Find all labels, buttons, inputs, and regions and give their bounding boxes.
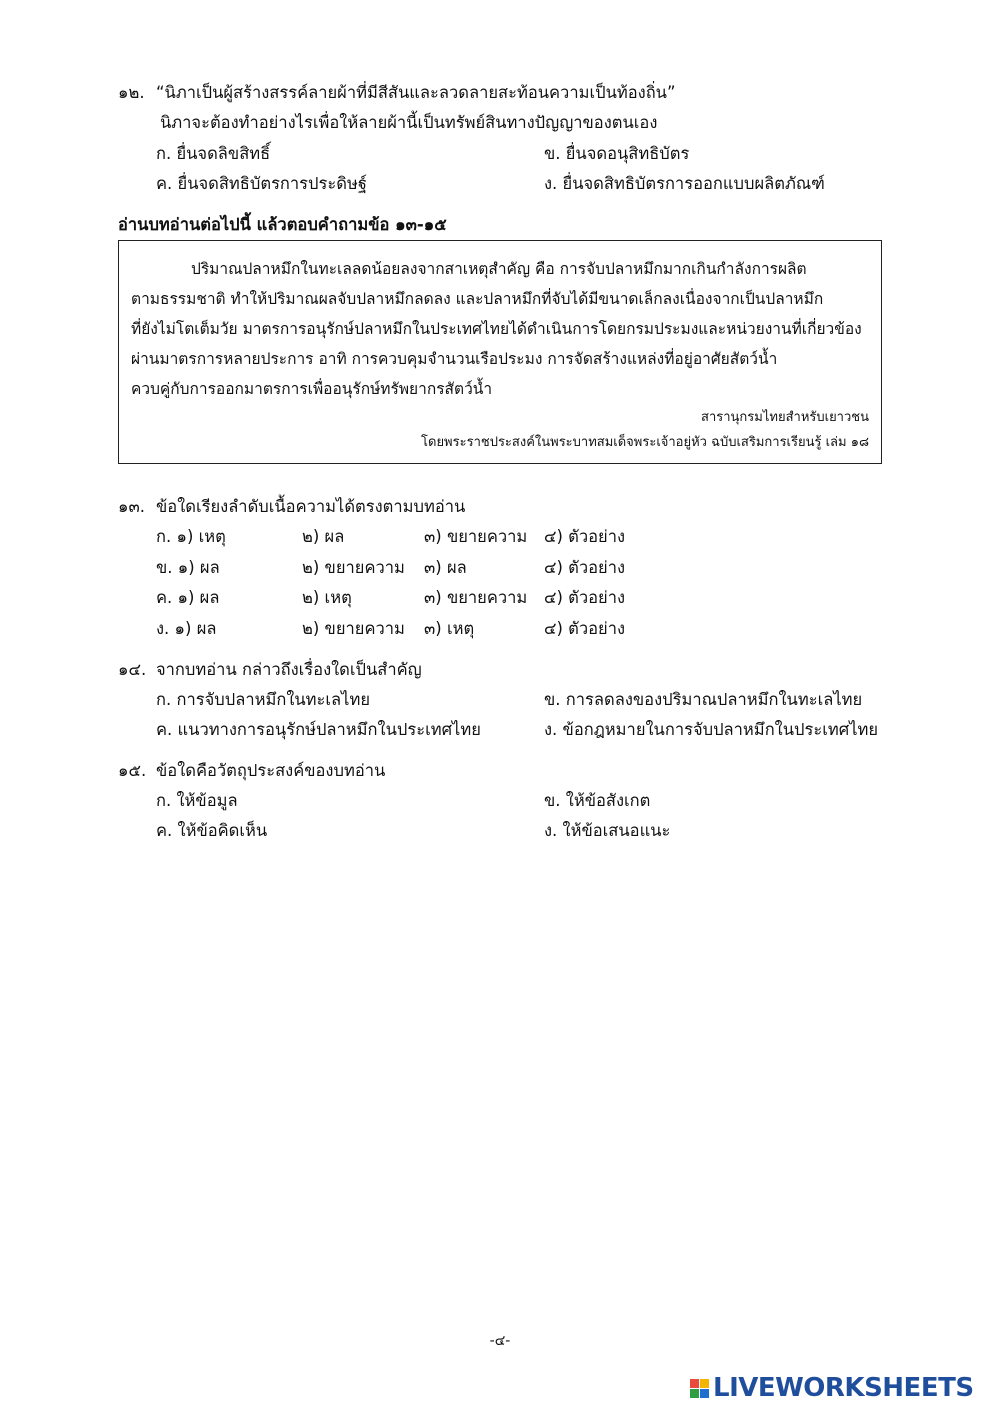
passage-source-line2: โดยพระราชประสงค์ในพระบาทสมเด็จพระเจ้าอยู่หัว ฉบับเสริมการเรียนรู้ เล่ม ๑๘ <box>421 435 869 450</box>
q13-stem: ข้อใดเรียงลำดับเนื้อความได้ตรงตามบทอ่าน <box>156 497 466 516</box>
q15-number: ๑๕. <box>118 761 147 780</box>
passage-box <box>118 240 882 464</box>
q13-row-a-col4: ๔) ตัวอย่าง <box>544 527 626 546</box>
q13-row-a-col3: ๓) ขยายความ <box>424 527 528 546</box>
q14-stem: จากบทอ่าน กล่าวถึงเรื่องใดเป็นสำคัญ <box>156 660 422 679</box>
q13-row-b-col2: ๒) ขยายความ <box>302 558 405 577</box>
q13-row-c-col4: ๔) ตัวอย่าง <box>544 588 626 607</box>
q13-row-d-col3: ๓) เหตุ <box>424 619 475 638</box>
passage-line-3: ที่ยังไม่โตเต็มวัย มาตรการอนุรักษ์ปลาหมึกในประเทศไทยได้ดำเนินการโดยกรมประมงและหน่วยงานที่เกี่ยวข้อง <box>131 320 862 338</box>
q14-option-a[interactable]: ก. การจับปลาหมึกในทะเลไทย <box>156 690 371 709</box>
q14-number: ๑๔. <box>118 660 147 679</box>
passage-instruction: อ่านบทอ่านต่อไปนี้ แล้วตอบคำถามข้อ ๑๓-๑๕ <box>118 215 447 234</box>
page-number: -๔- <box>489 1333 511 1349</box>
q12-option-d[interactable]: ง. ยื่นจดสิทธิบัตรการออกแบบผลิตภัณฑ์ <box>544 174 825 193</box>
q15-option-c[interactable]: ค. ให้ข้อคิดเห็น <box>156 821 268 840</box>
passage-line-4: ผ่านมาตรการหลายประการ อาทิ การควบคุมจำนวนเรือประมง การจัดสร้างแหล่งที่อยู่อาศัยสัตว์น้ำ <box>131 350 778 368</box>
q13-row-d-col4: ๔) ตัวอย่าง <box>544 619 626 638</box>
q14-option-d[interactable]: ง. ข้อกฎหมายในการจับปลาหมึกในประเทศไทย <box>544 720 879 739</box>
q15-stem: ข้อใดคือวัตถุประสงค์ของบทอ่าน <box>156 761 386 780</box>
q13-row-b-col3: ๓) ผล <box>424 558 467 577</box>
q12-number: ๑๒. <box>118 83 145 102</box>
logo-square-yellow <box>700 1379 709 1388</box>
q13-row-a-col1: ก. ๑) เหตุ <box>156 527 226 546</box>
q13-row-b-col1: ข. ๑) ผล <box>156 558 220 577</box>
q12-stem-line1: “นิภาเป็นผู้สร้างสรรค์ลายผ้าที่มีสีสันและลวดลายสะท้อนความเป็นท้องถิ่น” <box>156 83 676 102</box>
q13-row-c-col1: ค. ๑) ผล <box>156 588 220 607</box>
liveworksheets-logo <box>690 1372 974 1404</box>
logo-mark-icon <box>690 1379 709 1398</box>
q15-option-b[interactable]: ข. ให้ข้อสังเกต <box>544 791 651 810</box>
q14-option-c[interactable]: ค. แนวทางการอนุรักษ์ปลาหมึกในประเทศไทย <box>156 720 481 739</box>
q13-row-d-col1: ง. ๑) ผล <box>156 619 217 638</box>
passage-line-1: ปริมาณปลาหมึกในทะเลลดน้อยลงจากสาเหตุสำคัญ คือ การจับปลาหมึกมากเกินกำลังการผลิต <box>191 260 807 278</box>
logo-text: LIVEWORKSHEETS <box>713 1373 974 1403</box>
q13-row-c-col3: ๓) ขยายความ <box>424 588 528 607</box>
logo-square-blue <box>700 1389 709 1398</box>
q15-option-d[interactable]: ง. ให้ข้อเสนอแนะ <box>544 821 671 840</box>
q13-number: ๑๓. <box>118 497 145 516</box>
logo-square-red <box>690 1379 699 1388</box>
q13-row-c-col2: ๒) เหตุ <box>302 588 352 607</box>
q13-row-a-col2: ๒) ผล <box>302 527 345 546</box>
logo-square-green <box>690 1389 699 1398</box>
q15-option-a[interactable]: ก. ให้ข้อมูล <box>156 791 238 810</box>
q13-row-d-col2: ๒) ขยายความ <box>302 619 405 638</box>
q12-option-b[interactable]: ข. ยื่นจดอนุสิทธิบัตร <box>544 144 690 163</box>
q12-stem-line2: นิภาจะต้องทำอย่างไรเพื่อให้ลายผ้านี้เป็นทรัพย์สินทางปัญญาของตนเอง <box>160 113 658 132</box>
q12-option-a[interactable]: ก. ยื่นจดลิขสิทธิ์ <box>156 144 271 163</box>
passage-line-5: ควบคู่กับการออกมาตรการเพื่ออนุรักษ์ทรัพยากรสัตว์น้ำ <box>131 380 493 398</box>
q14-option-b[interactable]: ข. การลดลงของปริมาณปลาหมึกในทะเลไทย <box>544 690 863 709</box>
q12-option-c[interactable]: ค. ยื่นจดสิทธิบัตรการประดิษฐ์ <box>156 174 367 193</box>
q13-row-b-col4: ๔) ตัวอย่าง <box>544 558 626 577</box>
passage-source-line1: สารานุกรมไทยสำหรับเยาวชน <box>701 410 869 425</box>
passage-line-2: ตามธรรมชาติ ทำให้ปริมาณผลจับปลาหมึกลดลง และปลาหมึกที่จับได้มีขนาดเล็กลงเนื่องจากเป็นปลาหมึก <box>131 290 824 308</box>
